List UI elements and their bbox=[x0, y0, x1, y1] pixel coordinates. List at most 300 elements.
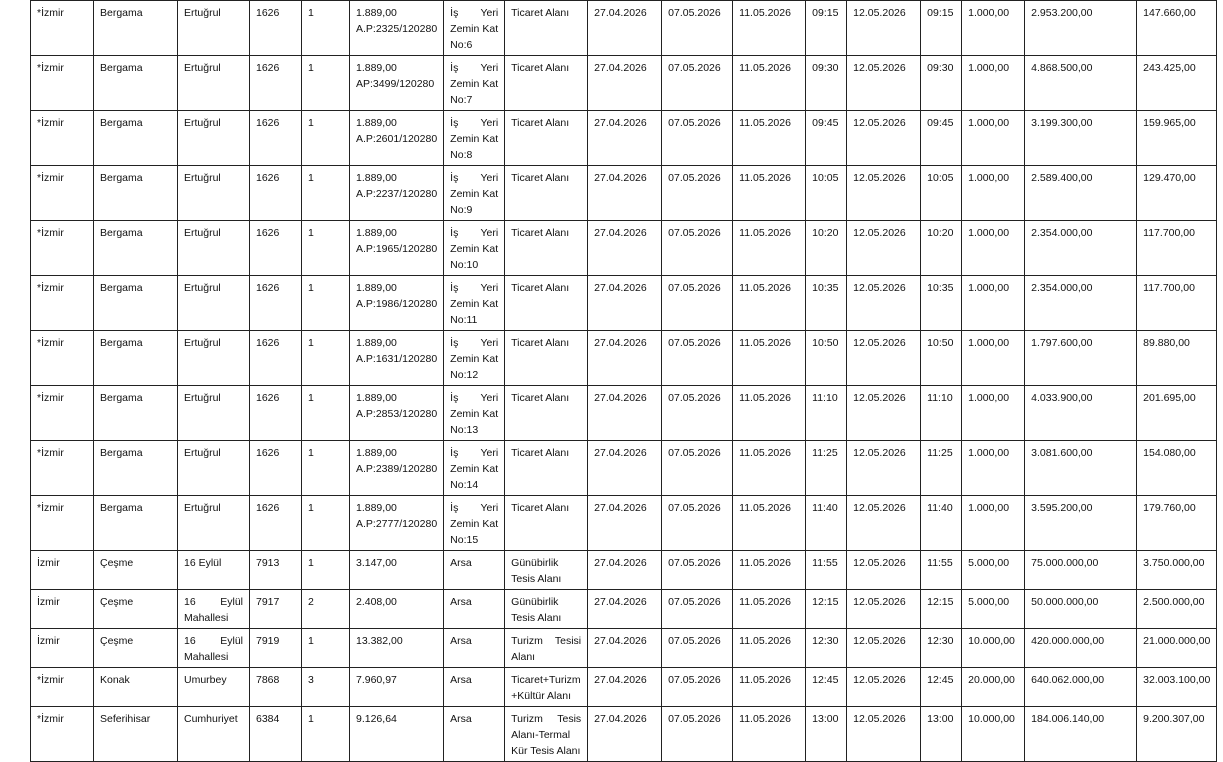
cell-alan bbox=[350, 441, 444, 496]
cell-line: Umurbey bbox=[184, 674, 227, 686]
table-row bbox=[31, 551, 1217, 590]
cell-il: İzmir bbox=[31, 629, 94, 668]
cell-il: *İzmir bbox=[31, 496, 94, 551]
cell-alan bbox=[350, 221, 444, 276]
cell-bedel: 4.868.500,00 bbox=[1025, 56, 1137, 111]
cell-ihale1: 11.05.2026 bbox=[733, 668, 806, 707]
cell-bedel: 3.199.300,00 bbox=[1025, 111, 1137, 166]
cell-parsel: 2 bbox=[302, 590, 350, 629]
cell-line: No:15 bbox=[450, 534, 479, 546]
cell-son-basvuru: 07.05.2026 bbox=[662, 707, 733, 762]
cell-saat1: 10:50 bbox=[806, 331, 847, 386]
cell-bedel: 4.033.900,00 bbox=[1025, 386, 1137, 441]
cell-ada: 1626 bbox=[250, 276, 302, 331]
cell-nitelik bbox=[444, 441, 505, 496]
cell-parsel: 1 bbox=[302, 386, 350, 441]
cell-imar bbox=[505, 551, 588, 590]
cell-son-basvuru: 07.05.2026 bbox=[662, 590, 733, 629]
cell-ilan: 27.04.2026 bbox=[588, 441, 662, 496]
cell-teminat: 9.200.307,00 bbox=[1137, 707, 1217, 762]
cell-nitelik bbox=[444, 221, 505, 276]
cell-ada: 1626 bbox=[250, 111, 302, 166]
cell-ihale1: 11.05.2026 bbox=[733, 629, 806, 668]
cell-ilce: Bergama bbox=[94, 441, 178, 496]
cell-line: Ertuğrul bbox=[184, 62, 221, 74]
cell-mahalle bbox=[178, 629, 250, 668]
cell-alan bbox=[350, 707, 444, 762]
cell-ihale2: 12.05.2026 bbox=[847, 221, 921, 276]
cell-ilce: Bergama bbox=[94, 331, 178, 386]
cell-dosya: 1.000,00 bbox=[962, 276, 1025, 331]
cell-dosya: 20.000,00 bbox=[962, 668, 1025, 707]
cell-saat2: 11:55 bbox=[921, 551, 962, 590]
cell-ada: 1626 bbox=[250, 56, 302, 111]
cell-line: İş Yeri bbox=[450, 172, 499, 184]
cell-alan bbox=[350, 496, 444, 551]
cell-ihale2: 12.05.2026 bbox=[847, 629, 921, 668]
cell-line: Ertuğrul bbox=[184, 117, 221, 129]
cell-ada: 7919 bbox=[250, 629, 302, 668]
cell-alan bbox=[350, 668, 444, 707]
cell-nitelik bbox=[444, 331, 505, 386]
cell-parsel: 3 bbox=[302, 668, 350, 707]
cell-ihale1: 11.05.2026 bbox=[733, 386, 806, 441]
auction-table bbox=[30, 0, 1217, 762]
cell-son-basvuru: 07.05.2026 bbox=[662, 629, 733, 668]
table-row bbox=[31, 56, 1217, 111]
cell-nitelik bbox=[444, 551, 505, 590]
cell-imar bbox=[505, 221, 588, 276]
cell-line: Alanı-Termal bbox=[511, 729, 571, 741]
cell-teminat: 159.965,00 bbox=[1137, 111, 1217, 166]
cell-line: Zemin Kat bbox=[450, 298, 499, 310]
table-row bbox=[31, 331, 1217, 386]
cell-bedel: 640.062.000,00 bbox=[1025, 668, 1137, 707]
cell-teminat: 179.760,00 bbox=[1137, 496, 1217, 551]
cell-parsel: 1 bbox=[302, 551, 350, 590]
cell-line: Alanı bbox=[511, 651, 536, 663]
cell-line: A.P:2853/120280 bbox=[356, 408, 438, 420]
cell-line: Ertuğrul bbox=[184, 227, 221, 239]
cell-ilce: Bergama bbox=[94, 221, 178, 276]
cell-line: Günübirlik bbox=[511, 596, 559, 608]
cell-line: No:14 bbox=[450, 479, 479, 491]
cell-nitelik bbox=[444, 386, 505, 441]
cell-saat2: 13:00 bbox=[921, 707, 962, 762]
cell-line: Ertuğrul bbox=[184, 337, 221, 349]
cell-imar bbox=[505, 590, 588, 629]
cell-line: Mahallesi bbox=[184, 651, 229, 663]
cell-imar bbox=[505, 276, 588, 331]
cell-line: A.P:1631/120280 bbox=[356, 353, 438, 365]
cell-parsel: 1 bbox=[302, 331, 350, 386]
cell-line: Zemin Kat bbox=[450, 518, 499, 530]
cell-saat2: 09:15 bbox=[921, 1, 962, 56]
cell-nitelik bbox=[444, 1, 505, 56]
cell-line: 1.889,00 bbox=[356, 502, 397, 514]
cell-ilan: 27.04.2026 bbox=[588, 496, 662, 551]
cell-line: +Kültür Alanı bbox=[511, 690, 571, 702]
cell-line: No:8 bbox=[450, 149, 473, 161]
cell-dosya: 1.000,00 bbox=[962, 56, 1025, 111]
cell-line: İş Yeri bbox=[450, 502, 499, 514]
cell-ilce: Çeşme bbox=[94, 629, 178, 668]
cell-ada: 1626 bbox=[250, 441, 302, 496]
cell-dosya: 1.000,00 bbox=[962, 166, 1025, 221]
cell-mahalle bbox=[178, 496, 250, 551]
cell-son-basvuru: 07.05.2026 bbox=[662, 668, 733, 707]
cell-nitelik bbox=[444, 707, 505, 762]
cell-ihale1: 11.05.2026 bbox=[733, 166, 806, 221]
cell-il: *İzmir bbox=[31, 441, 94, 496]
cell-ihale2: 12.05.2026 bbox=[847, 496, 921, 551]
cell-line: Mahallesi bbox=[184, 612, 229, 624]
cell-nitelik bbox=[444, 629, 505, 668]
cell-ihale2: 12.05.2026 bbox=[847, 590, 921, 629]
cell-son-basvuru: 07.05.2026 bbox=[662, 166, 733, 221]
cell-ilce: Seferihisar bbox=[94, 707, 178, 762]
cell-line: Ertuğrul bbox=[184, 447, 221, 459]
cell-ihale2: 12.05.2026 bbox=[847, 386, 921, 441]
cell-line: Ticaret Alanı bbox=[511, 227, 570, 239]
cell-dosya: 10.000,00 bbox=[962, 629, 1025, 668]
cell-saat1: 12:30 bbox=[806, 629, 847, 668]
cell-line: Arsa bbox=[450, 674, 472, 686]
cell-line: A.P:2325/120280 bbox=[356, 23, 438, 35]
cell-mahalle bbox=[178, 386, 250, 441]
cell-line: A.P:2389/120280 bbox=[356, 463, 438, 475]
cell-line: Zemin Kat bbox=[450, 133, 499, 145]
cell-line: Zemin Kat bbox=[450, 353, 499, 365]
cell-line: Zemin Kat bbox=[450, 463, 499, 475]
cell-line: No:10 bbox=[450, 259, 479, 271]
table-row bbox=[31, 629, 1217, 668]
cell-imar bbox=[505, 496, 588, 551]
cell-dosya: 1.000,00 bbox=[962, 441, 1025, 496]
cell-ihale1: 11.05.2026 bbox=[733, 276, 806, 331]
cell-ihale2: 12.05.2026 bbox=[847, 707, 921, 762]
table-row bbox=[31, 441, 1217, 496]
cell-mahalle bbox=[178, 441, 250, 496]
cell-line: 1.889,00 bbox=[356, 7, 397, 19]
cell-line: İş Yeri bbox=[450, 7, 499, 19]
cell-ilan: 27.04.2026 bbox=[588, 386, 662, 441]
cell-parsel: 1 bbox=[302, 441, 350, 496]
cell-teminat: 2.500.000,00 bbox=[1137, 590, 1217, 629]
cell-bedel: 3.081.600,00 bbox=[1025, 441, 1137, 496]
cell-imar bbox=[505, 386, 588, 441]
cell-ilce: Bergama bbox=[94, 276, 178, 331]
cell-il: *İzmir bbox=[31, 56, 94, 111]
cell-line: No:7 bbox=[450, 94, 473, 106]
cell-ada: 7913 bbox=[250, 551, 302, 590]
cell-saat1: 12:15 bbox=[806, 590, 847, 629]
cell-nitelik bbox=[444, 111, 505, 166]
cell-il: *İzmir bbox=[31, 166, 94, 221]
cell-line: Ertuğrul bbox=[184, 392, 221, 404]
cell-line: No:11 bbox=[450, 314, 478, 326]
cell-mahalle bbox=[178, 668, 250, 707]
cell-line: Ticaret Alanı bbox=[511, 392, 570, 404]
cell-mahalle bbox=[178, 331, 250, 386]
cell-line: 1.889,00 bbox=[356, 172, 397, 184]
cell-il: İzmir bbox=[31, 551, 94, 590]
cell-ilan: 27.04.2026 bbox=[588, 629, 662, 668]
cell-imar bbox=[505, 668, 588, 707]
cell-line: 1.889,00 bbox=[356, 62, 397, 74]
cell-bedel: 75.000.000,00 bbox=[1025, 551, 1137, 590]
cell-teminat: 129.470,00 bbox=[1137, 166, 1217, 221]
cell-imar bbox=[505, 56, 588, 111]
cell-ihale2: 12.05.2026 bbox=[847, 441, 921, 496]
cell-line: No:6 bbox=[450, 39, 473, 51]
cell-line: Ticaret Alanı bbox=[511, 502, 570, 514]
cell-saat2: 12:15 bbox=[921, 590, 962, 629]
table-row bbox=[31, 221, 1217, 276]
cell-dosya: 5.000,00 bbox=[962, 590, 1025, 629]
cell-ilce: Bergama bbox=[94, 111, 178, 166]
cell-ada: 1626 bbox=[250, 331, 302, 386]
table-body bbox=[31, 1, 1217, 762]
cell-line: No:13 bbox=[450, 424, 479, 436]
cell-line: 16 Eylül bbox=[184, 596, 243, 608]
cell-line: Ticaret Alanı bbox=[511, 7, 570, 19]
cell-ilce: Konak bbox=[94, 668, 178, 707]
cell-line: A.P:2777/120280 bbox=[356, 518, 438, 530]
cell-il: *İzmir bbox=[31, 386, 94, 441]
cell-saat2: 11:10 bbox=[921, 386, 962, 441]
table-row bbox=[31, 276, 1217, 331]
cell-bedel: 3.595.200,00 bbox=[1025, 496, 1137, 551]
cell-line: Turizm Tesisi bbox=[511, 635, 582, 647]
cell-line: 9.126,64 bbox=[356, 713, 397, 725]
cell-alan bbox=[350, 629, 444, 668]
cell-ilan: 27.04.2026 bbox=[588, 590, 662, 629]
cell-nitelik bbox=[444, 590, 505, 629]
cell-saat1: 09:45 bbox=[806, 111, 847, 166]
cell-line: 1.889,00 bbox=[356, 337, 397, 349]
cell-son-basvuru: 07.05.2026 bbox=[662, 1, 733, 56]
cell-son-basvuru: 07.05.2026 bbox=[662, 276, 733, 331]
cell-ihale2: 12.05.2026 bbox=[847, 551, 921, 590]
cell-son-basvuru: 07.05.2026 bbox=[662, 551, 733, 590]
cell-saat2: 09:30 bbox=[921, 56, 962, 111]
cell-line: İş Yeri bbox=[450, 117, 499, 129]
cell-ada: 6384 bbox=[250, 707, 302, 762]
cell-saat1: 09:30 bbox=[806, 56, 847, 111]
cell-saat1: 10:05 bbox=[806, 166, 847, 221]
cell-line: Arsa bbox=[450, 557, 472, 569]
cell-ilan: 27.04.2026 bbox=[588, 166, 662, 221]
cell-nitelik bbox=[444, 496, 505, 551]
cell-line: 2.408,00 bbox=[356, 596, 397, 608]
cell-saat2: 10:35 bbox=[921, 276, 962, 331]
cell-bedel: 184.006.140,00 bbox=[1025, 707, 1137, 762]
cell-line: Tesis Alanı bbox=[511, 612, 562, 624]
cell-line: İş Yeri bbox=[450, 62, 499, 74]
cell-ihale2: 12.05.2026 bbox=[847, 166, 921, 221]
cell-line: Ticaret Alanı bbox=[511, 337, 570, 349]
cell-ada: 1626 bbox=[250, 1, 302, 56]
cell-line: A.P:2237/120280 bbox=[356, 188, 438, 200]
cell-parsel: 1 bbox=[302, 276, 350, 331]
table-row bbox=[31, 496, 1217, 551]
cell-il: *İzmir bbox=[31, 111, 94, 166]
cell-ilan: 27.04.2026 bbox=[588, 668, 662, 707]
cell-ihale2: 12.05.2026 bbox=[847, 1, 921, 56]
cell-line: Zemin Kat bbox=[450, 188, 499, 200]
cell-dosya: 5.000,00 bbox=[962, 551, 1025, 590]
table-row bbox=[31, 668, 1217, 707]
table-row bbox=[31, 1, 1217, 56]
cell-mahalle bbox=[178, 166, 250, 221]
cell-alan bbox=[350, 1, 444, 56]
cell-ihale1: 11.05.2026 bbox=[733, 441, 806, 496]
cell-teminat: 117.700,00 bbox=[1137, 221, 1217, 276]
cell-line: 1.889,00 bbox=[356, 392, 397, 404]
cell-line: Ertuğrul bbox=[184, 7, 221, 19]
cell-line: Ertuğrul bbox=[184, 502, 221, 514]
cell-ihale1: 11.05.2026 bbox=[733, 331, 806, 386]
cell-bedel: 50.000.000,00 bbox=[1025, 590, 1137, 629]
cell-dosya: 1.000,00 bbox=[962, 386, 1025, 441]
cell-line: İş Yeri bbox=[450, 392, 499, 404]
cell-mahalle bbox=[178, 707, 250, 762]
cell-son-basvuru: 07.05.2026 bbox=[662, 56, 733, 111]
cell-ihale1: 11.05.2026 bbox=[733, 56, 806, 111]
cell-imar bbox=[505, 441, 588, 496]
table-row bbox=[31, 707, 1217, 762]
cell-line: Ticaret Alanı bbox=[511, 447, 570, 459]
cell-ada: 7868 bbox=[250, 668, 302, 707]
cell-parsel: 1 bbox=[302, 707, 350, 762]
cell-line: A.P:2601/120280 bbox=[356, 133, 438, 145]
cell-imar bbox=[505, 331, 588, 386]
cell-saat1: 11:40 bbox=[806, 496, 847, 551]
cell-il: *İzmir bbox=[31, 221, 94, 276]
cell-ihale1: 11.05.2026 bbox=[733, 1, 806, 56]
cell-saat1: 11:10 bbox=[806, 386, 847, 441]
cell-line: Turizm Tesis bbox=[511, 713, 582, 725]
cell-saat2: 11:40 bbox=[921, 496, 962, 551]
cell-parsel: 1 bbox=[302, 1, 350, 56]
table-row bbox=[31, 166, 1217, 221]
cell-line: İş Yeri bbox=[450, 447, 499, 459]
cell-ilan: 27.04.2026 bbox=[588, 56, 662, 111]
cell-line: İş Yeri bbox=[450, 282, 499, 294]
table-row bbox=[31, 111, 1217, 166]
cell-il: *İzmir bbox=[31, 276, 94, 331]
cell-saat2: 10:05 bbox=[921, 166, 962, 221]
cell-line: Ticaret+Turizm bbox=[511, 674, 581, 686]
cell-line: Ticaret Alanı bbox=[511, 282, 570, 294]
cell-line: Ticaret Alanı bbox=[511, 62, 570, 74]
cell-dosya: 10.000,00 bbox=[962, 707, 1025, 762]
cell-alan bbox=[350, 551, 444, 590]
cell-teminat: 147.660,00 bbox=[1137, 1, 1217, 56]
cell-parsel: 1 bbox=[302, 221, 350, 276]
cell-line: 1.889,00 bbox=[356, 117, 397, 129]
cell-parsel: 1 bbox=[302, 629, 350, 668]
cell-saat1: 09:15 bbox=[806, 1, 847, 56]
cell-teminat: 243.425,00 bbox=[1137, 56, 1217, 111]
cell-saat2: 10:20 bbox=[921, 221, 962, 276]
cell-bedel: 2.953.200,00 bbox=[1025, 1, 1137, 56]
table-row bbox=[31, 590, 1217, 629]
cell-saat1: 13:00 bbox=[806, 707, 847, 762]
cell-ihale1: 11.05.2026 bbox=[733, 496, 806, 551]
cell-son-basvuru: 07.05.2026 bbox=[662, 386, 733, 441]
cell-alan bbox=[350, 166, 444, 221]
cell-ihale2: 12.05.2026 bbox=[847, 111, 921, 166]
cell-alan bbox=[350, 276, 444, 331]
cell-imar bbox=[505, 111, 588, 166]
cell-line: Zemin Kat bbox=[450, 78, 499, 90]
cell-ilce: Bergama bbox=[94, 496, 178, 551]
cell-parsel: 1 bbox=[302, 56, 350, 111]
cell-saat2: 10:50 bbox=[921, 331, 962, 386]
cell-il: *İzmir bbox=[31, 1, 94, 56]
cell-line: Kür Tesis Alanı bbox=[511, 745, 581, 757]
cell-il: İzmir bbox=[31, 590, 94, 629]
cell-ilan: 27.04.2026 bbox=[588, 276, 662, 331]
cell-bedel: 2.354.000,00 bbox=[1025, 276, 1137, 331]
cell-saat1: 11:25 bbox=[806, 441, 847, 496]
cell-line: 1.889,00 bbox=[356, 447, 397, 459]
cell-bedel: 2.589.400,00 bbox=[1025, 166, 1137, 221]
cell-nitelik bbox=[444, 276, 505, 331]
cell-mahalle bbox=[178, 111, 250, 166]
cell-ilce: Bergama bbox=[94, 386, 178, 441]
cell-son-basvuru: 07.05.2026 bbox=[662, 441, 733, 496]
cell-parsel: 1 bbox=[302, 166, 350, 221]
cell-line: 1.889,00 bbox=[356, 282, 397, 294]
cell-saat1: 12:45 bbox=[806, 668, 847, 707]
cell-line: 16 Eylül bbox=[184, 557, 222, 569]
cell-ada: 1626 bbox=[250, 166, 302, 221]
cell-il: *İzmir bbox=[31, 707, 94, 762]
cell-ilce: Bergama bbox=[94, 1, 178, 56]
cell-saat1: 11:55 bbox=[806, 551, 847, 590]
cell-mahalle bbox=[178, 276, 250, 331]
cell-ihale1: 11.05.2026 bbox=[733, 590, 806, 629]
cell-teminat: 3.750.000,00 bbox=[1137, 551, 1217, 590]
cell-line: Ertuğrul bbox=[184, 282, 221, 294]
cell-ihale2: 12.05.2026 bbox=[847, 56, 921, 111]
cell-line: Arsa bbox=[450, 635, 472, 647]
cell-line: Arsa bbox=[450, 596, 472, 608]
cell-bedel: 420.000.000,00 bbox=[1025, 629, 1137, 668]
cell-dosya: 1.000,00 bbox=[962, 1, 1025, 56]
cell-ilan: 27.04.2026 bbox=[588, 331, 662, 386]
cell-line: Günübirlik bbox=[511, 557, 559, 569]
cell-line: Zemin Kat bbox=[450, 243, 499, 255]
cell-son-basvuru: 07.05.2026 bbox=[662, 496, 733, 551]
cell-alan bbox=[350, 56, 444, 111]
cell-line: Arsa bbox=[450, 713, 472, 725]
cell-line: Ticaret Alanı bbox=[511, 117, 570, 129]
cell-son-basvuru: 07.05.2026 bbox=[662, 221, 733, 276]
cell-son-basvuru: 07.05.2026 bbox=[662, 331, 733, 386]
cell-teminat: 21.000.000,00 bbox=[1137, 629, 1217, 668]
cell-teminat: 201.695,00 bbox=[1137, 386, 1217, 441]
cell-ilan: 27.04.2026 bbox=[588, 551, 662, 590]
cell-ilan: 27.04.2026 bbox=[588, 111, 662, 166]
cell-ihale2: 12.05.2026 bbox=[847, 668, 921, 707]
cell-line: İş Yeri bbox=[450, 337, 499, 349]
cell-dosya: 1.000,00 bbox=[962, 496, 1025, 551]
cell-line: 16 Eylül bbox=[184, 635, 243, 647]
